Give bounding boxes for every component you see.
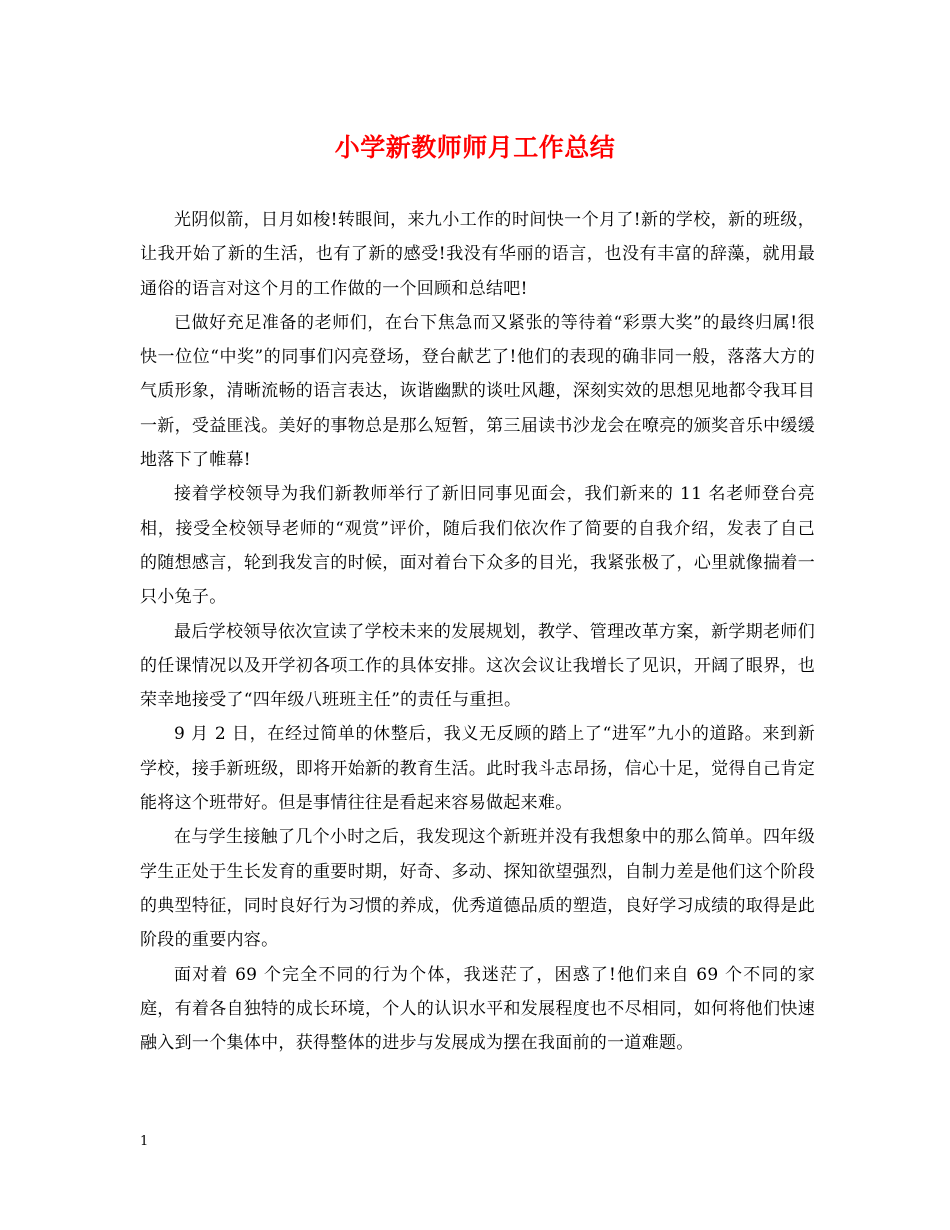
- paragraph: 面对着 69 个完全不同的行为个体，我迷茫了，困惑了!他们来自 69 个不同的家庭，有着各自独特的成长环境，个人的认识水平和发展程度也不尽相同，如何将他们快速融入到一个集体中，获得整体的进步与发展成为摆在我面前的一道难题。: [140, 964, 815, 1054]
- document-title: 小学新教师师月工作总结: [334, 133, 616, 162]
- paragraph: 已做好充足准备的老师们，在台下焦急而又紧张的等待着“彩票大奖”的最终归属!很快一位位“中奖”的同事们闪亮登场，登台献艺了!他们的表现的确非同一般，落落大方的气质形象，清晰流畅的语言表达，诙谐幽默的谈吐风趣，深刻实效的思想见地都令我耳目一新，受益匪浅。美好的事物总是那么短暂，第三届读书沙龙会在嘹亮的颁奖音乐中缓缓地落下了帷幕!: [140, 312, 815, 471]
- paragraph: 在与学生接触了几个小时之后，我发现这个新班并没有我想象中的那么简单。四年级学生正处于生长发育的重要时期，好奇、多动、探知欲望强烈，自制力差是他们这个阶段的典型特征，同时良好行为习惯的养成，优秀道德品质的塑造，良好学习成绩的取得是此阶段的重要内容。: [140, 827, 815, 951]
- paragraph: 光阴似箭，日月如梭!转眼间，来九小工作的时间快一个月了!新的学校，新的班级，让我开始了新的生活，也有了新的感受!我没有华丽的语言，也没有丰富的辞藻，就用最通俗的语言对这个月的工作做的一个回顾和总结吧!: [140, 210, 815, 299]
- page-number: 1: [140, 1134, 149, 1149]
- paragraph: 接着学校领导为我们新教师举行了新旧同事见面会，我们新来的 11 名老师登台亮相，接受全校领导老师的“观赏”评价，随后我们依次作了简要的自我介绍，发表了自己的随想感言，轮到我发言的时候，面对着台下众多的目光，我紧张极了，心里就像揣着一只小兔子。: [140, 484, 815, 608]
- paragraph: 最后学校领导依次宣读了学校未来的发展规划，教学、管理改革方案，新学期老师们的任课情况以及开学初各项工作的具体安排。这次会议让我增长了见识，开阔了眼界，也荣幸地接受了“四年级八班班主任”的责任与重担。: [140, 621, 815, 711]
- document-body: [140, 203, 815, 1060]
- paragraph: 9 月 2 日，在经过简单的休整后，我义无反顾的踏上了“进军”九小的道路。来到新学校，接手新班级，即将开始新的教育生活。此时我斗志昂扬，信心十足，觉得自己肯定能将这个班带好。但是事情往往是看起来容易做起来难。: [140, 724, 815, 814]
